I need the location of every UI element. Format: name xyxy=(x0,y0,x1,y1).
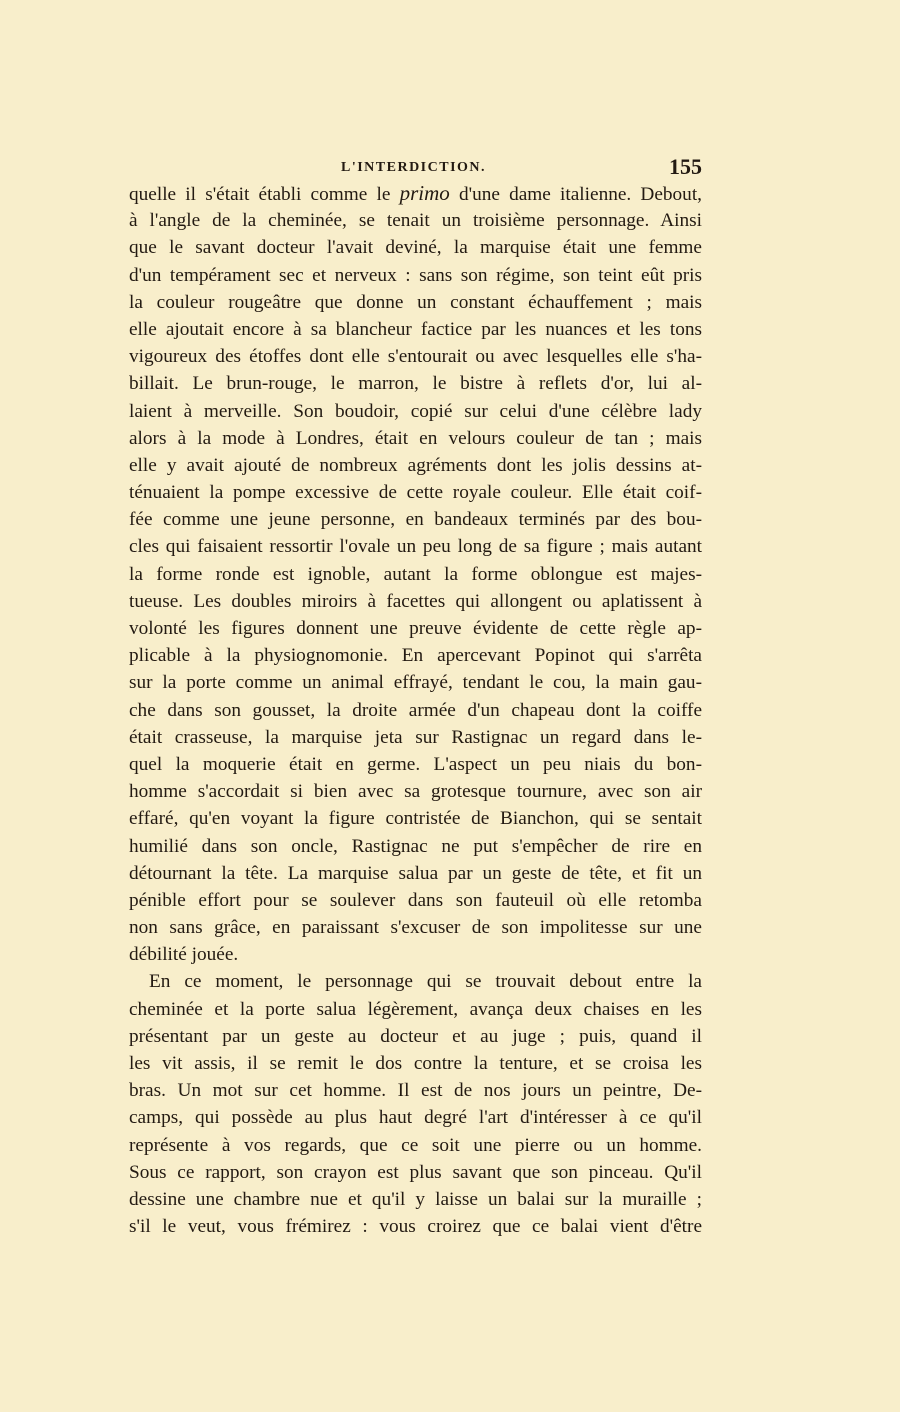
text-line: non sans grâce, en paraissant s'excuser de son impolitesse sur une xyxy=(129,917,702,939)
text-line: effaré, qu'en voyant la figure contristée de Bianchon, qui se sentait xyxy=(129,808,702,830)
text-line: Sous ce rapport, son crayon est plus savant que son pinceau. Qu'il xyxy=(129,1161,702,1183)
text-line: elle ajoutait encore à sa blancheur factice par les nuances et les tons xyxy=(129,318,702,340)
text-line: détournant la tête. La marquise salua par un geste de tête, et fit un xyxy=(129,862,702,884)
running-title: L'INTERDICTION. xyxy=(341,160,487,175)
text-line: les vit assis, il se remit le dos contre la tenture, et se croisa les xyxy=(129,1053,702,1074)
text-line: billait. Le brun-rouge, le marron, le bistre à reflets d'or, lui al- xyxy=(129,373,702,395)
text-line xyxy=(129,180,702,207)
text-line: En ce moment, le personnage qui se trouvait debout entre la xyxy=(149,971,702,993)
text-line: quel la moquerie était en germe. L'aspect un peu niais du bon- xyxy=(129,753,702,775)
text-line: s'il le veut, vous frémirez : vous croirez que ce balai vient d'être xyxy=(129,1216,702,1238)
page-number: 155 xyxy=(669,154,702,179)
text-line: alors à la mode à Londres, était en velours couleur de tan ; mais xyxy=(129,427,702,449)
text-line: débilité jouée. xyxy=(129,944,239,966)
text-line: bras. Un mot sur cet homme. Il est de nos jours un peintre, De- xyxy=(129,1080,702,1102)
text-line: vigoureux des étoffes dont elle s'entourait ou avec lesquelles elle s'ha- xyxy=(129,346,702,368)
text-line: volonté les figures donnent une preuve évidente de cette règle ap- xyxy=(129,618,702,639)
text-line: pénible effort pour se soulever dans son fauteuil où elle retomba xyxy=(129,889,702,911)
text-line: camps, qui possède au plus haut degré l'art d'intéresser à ce qu'il xyxy=(129,1107,702,1129)
page-header xyxy=(129,154,702,180)
italic-word: primo xyxy=(399,181,450,205)
text-line: ténuaient la pompe excessive de cette royale couleur. Elle était coif- xyxy=(129,482,702,504)
text-line: homme s'accordait si bien avec sa grotesque tournure, avec son air xyxy=(129,781,702,803)
text-line: tueuse. Les doubles miroirs à facettes qui allongent ou aplatissent à xyxy=(129,590,702,612)
text-line: fée comme une jeune personne, en bandeaux terminés par des bou- xyxy=(129,509,702,531)
text-segment: quelle il s'était établi comme le xyxy=(129,184,400,205)
text-line: humilié dans son oncle, Rastignac ne put s'empêcher de rire en xyxy=(129,835,702,857)
text-line: dessine une chambre nue et qu'il y laisse un balai sur la muraille ; xyxy=(129,1188,702,1210)
text-line: cheminée et la porte salua légèrement, avança deux chaises en les xyxy=(129,998,702,1020)
text-line: plicable à la physiognomonie. En apercevant Popinot qui s'arrêta xyxy=(129,645,702,667)
text-line: che dans son gousset, la droite armée d'un chapeau dont la coiffe xyxy=(129,699,702,721)
body-text xyxy=(129,180,702,1240)
text-line: la forme ronde est ignoble, autant la forme oblongue est majes- xyxy=(129,563,702,585)
text-line: la couleur rougeâtre que donne un constant échauffement ; mais xyxy=(129,291,702,313)
text-line: représente à vos regards, que ce soit une pierre ou un homme. xyxy=(129,1134,702,1156)
text-line: sur la porte comme un animal effrayé, tendant le cou, la main gau- xyxy=(129,672,702,694)
text-line: que le savant docteur l'avait deviné, la marquise était une femme xyxy=(129,237,702,259)
text-line: elle y avait ajouté de nombreux agréments dont les jolis dessins at- xyxy=(129,454,702,476)
text-line: à l'angle de la cheminée, se tenait un troisième personnage. Ainsi xyxy=(129,210,702,232)
text-line: cles qui faisaient ressortir l'ovale un peu long de sa figure ; mais autant xyxy=(129,536,702,558)
text-segment: d'une dame italienne. Debout, xyxy=(449,184,703,205)
text-line: était crasseuse, la marquise jeta sur Rastignac un regard dans le- xyxy=(129,726,702,748)
text-line: laient à merveille. Son boudoir, copié sur celui d'une célèbre lady xyxy=(129,400,702,422)
text-line: d'un tempérament sec et nerveux : sans son régime, son teint eût pris xyxy=(129,264,702,286)
text-line: présentant par un geste au docteur et au juge ; puis, quand il xyxy=(129,1025,702,1047)
